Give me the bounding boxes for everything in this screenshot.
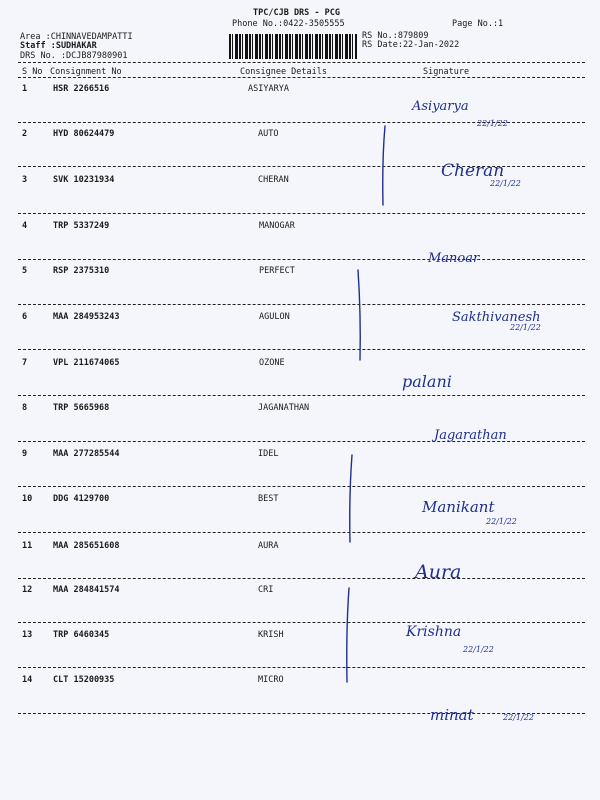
row-sno: 5	[22, 266, 28, 276]
signature-date: 22/1/22	[490, 179, 521, 188]
phone-number: Phone No.:0422-3505555	[232, 19, 345, 29]
bracket-stroke	[350, 455, 352, 542]
row-consignment: VPL 211674065	[53, 358, 120, 368]
row-consignee: KRISH	[258, 630, 284, 640]
row-consignment: HYD 80624479	[53, 129, 115, 139]
row-sno: 11	[22, 541, 33, 551]
row-sno: 7	[22, 358, 28, 368]
signature-text: palani	[402, 372, 452, 391]
signature-text: Asiyarya	[412, 99, 469, 114]
row-consignment: HSR 2266516	[53, 84, 110, 94]
bracket-stroke	[383, 126, 385, 205]
row-sno: 12	[22, 585, 33, 595]
signature-date: 22/1/22	[486, 517, 517, 526]
signature-date: 22/1/22	[503, 713, 534, 722]
signature-text: Manikant	[422, 498, 495, 516]
row-sno: 6	[22, 312, 28, 322]
row-sno: 10	[22, 494, 33, 504]
signature-text: Sakthivanesh	[452, 310, 541, 325]
bracket-stroke	[358, 270, 360, 360]
row-consignee: CHERAN	[258, 175, 289, 185]
row-sno: 9	[22, 449, 28, 459]
column-consignee: Consignee Details	[240, 67, 327, 77]
row-consignment: DDG 4129700	[53, 494, 110, 504]
row-consignment: TRP 6460345	[53, 630, 110, 640]
row-consignee: AUTO	[258, 129, 279, 139]
page-number: Page No.:1	[452, 19, 504, 29]
row-consignee: AGULON	[259, 312, 290, 322]
row-consignment: TRP 5665968	[53, 403, 110, 413]
row-sno: 8	[22, 403, 28, 413]
signature-date: 22/1/22	[463, 645, 494, 654]
row-consignee: OZONE	[259, 358, 285, 368]
rs-date: RS Date:22-Jan-2022	[362, 40, 460, 50]
signature-text: Krishna	[406, 624, 462, 640]
area-label: Area :CHINNAVEDAMPATTI	[20, 32, 133, 42]
column-sno: S No	[22, 67, 43, 77]
signature-text: Cheran	[441, 161, 505, 181]
row-consignee: AURA	[258, 541, 279, 551]
document-title: TPC/CJB DRS - PCG	[253, 8, 340, 18]
bracket-stroke	[347, 588, 349, 682]
row-consignee: MANOGAR	[259, 221, 295, 231]
row-sno: 2	[22, 129, 28, 139]
column-signature: Signature	[423, 67, 470, 77]
row-sno: 4	[22, 221, 28, 231]
row-consignee: CRI	[258, 585, 274, 595]
row-consignment: RSP 2375310	[53, 266, 110, 276]
row-sno: 1	[22, 84, 28, 94]
row-consignee: IDEL	[258, 449, 279, 459]
row-consignment: CLT 15200935	[53, 675, 115, 685]
row-consignment: MAA 285651608	[53, 541, 120, 551]
row-sno: 3	[22, 175, 28, 185]
row-consignee: MICRO	[258, 675, 284, 685]
row-consignment: MAA 277285544	[53, 449, 120, 459]
row-consignment: MAA 284841574	[53, 585, 120, 595]
signature-text: Aura	[415, 561, 462, 583]
signature-text: Manoar	[428, 251, 480, 266]
row-consignment: MAA 284953243	[53, 312, 120, 322]
row-consignee: ASIYARYA	[248, 84, 289, 94]
row-consignee: PERFECT	[259, 266, 295, 276]
signature-text: Jagarathan	[434, 428, 507, 443]
staff-label: Staff :SUDHAKAR	[20, 41, 97, 51]
drs-number: DRS No. :DCJB87980901	[20, 51, 128, 61]
signature-date: 22/1/22	[477, 119, 508, 128]
signature-date: 22/1/22	[510, 323, 541, 332]
row-consignment: SVK 10231934	[53, 175, 115, 185]
signature-text: minat	[430, 706, 474, 724]
rs-number: RS No.:879809	[362, 31, 429, 41]
row-consignee: JAGANATHAN	[258, 403, 310, 413]
row-sno: 14	[22, 675, 33, 685]
column-consignment: Consignment No	[50, 67, 122, 77]
row-sno: 13	[22, 630, 33, 640]
row-consignment: TRP 5337249	[53, 221, 110, 231]
row-consignee: BEST	[258, 494, 279, 504]
